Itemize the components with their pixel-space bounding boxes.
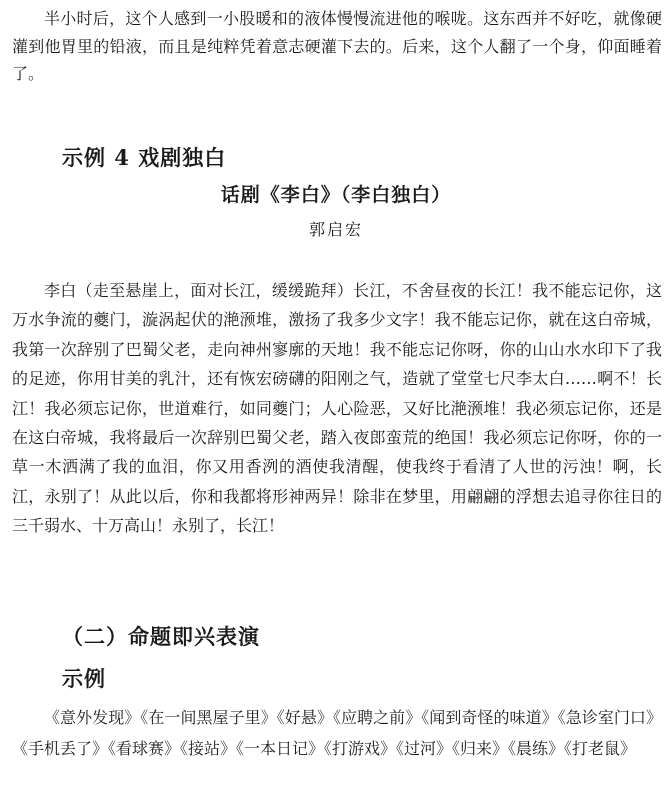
- play-author: 郭启宏: [308, 220, 363, 239]
- intro-paragraph: 半小时后，这个人感到一小股暖和的液体慢慢流进他的喉咙。这东西并不好吃，就像硬灌到他胃里的铅液，而且是纯粹凭着意志硬灌下去的。后来，这个人翻了一个身，仰面睡着了。: [12, 9, 662, 83]
- topics-paragraph: 《意外发现》《在一间黑屋子里》《好悬》《应聘之前》《闻到奇怪的味道》《急诊室门口》《手机丢了》《看球赛》《接站》《一本日记》《打游戏》《过河》《归来》《晨练》《打老鼠》: [12, 708, 662, 758]
- monologue-paragraph: 李白（走至悬崖上，面对长江，缓缓跪拜）长江，不舍昼夜的长江！我不能忘记你，这万水争流的夔门，漩涡起伏的滟滪堆，激扬了我多少文字！我不能忘记你，就在这白帝城，我第一次辞别了巴蜀父老，走向神州寥廓的天地！我不能忘记你呀，你的山山水水印下了我的足迹，你用甘美的乳汁，还有恢宏磅礴的阳刚之气，造就了堂堂七尺李太白……啊不！长江！我必须忘记你，世道难行，如同夔门；人心险恶，又好比滟滪堆！我必须忘记你，还是在这白帝城，我将最后一次辞别巴蜀父老，踏入夜郎蛮荒的绝国！我必须忘记你呀，你的一草一木洒满了我的血泪，你又用香洌的酒使我清醒，使我终于看清了人世的污浊！啊，长江，永别了！从此以后，你和我都将形神两异！除非在梦里，用翩翩的浮想去追寻你往日的三千弱水、十万高山！永别了，长江！: [12, 281, 662, 536]
- play-title: 话剧《李白》（李白独白）: [220, 184, 452, 206]
- example-4-heading: 示例 4 戏剧独白: [62, 145, 227, 170]
- example-subheading: 示例: [62, 666, 106, 691]
- section-heading: （二）命题即兴表演: [62, 624, 260, 649]
